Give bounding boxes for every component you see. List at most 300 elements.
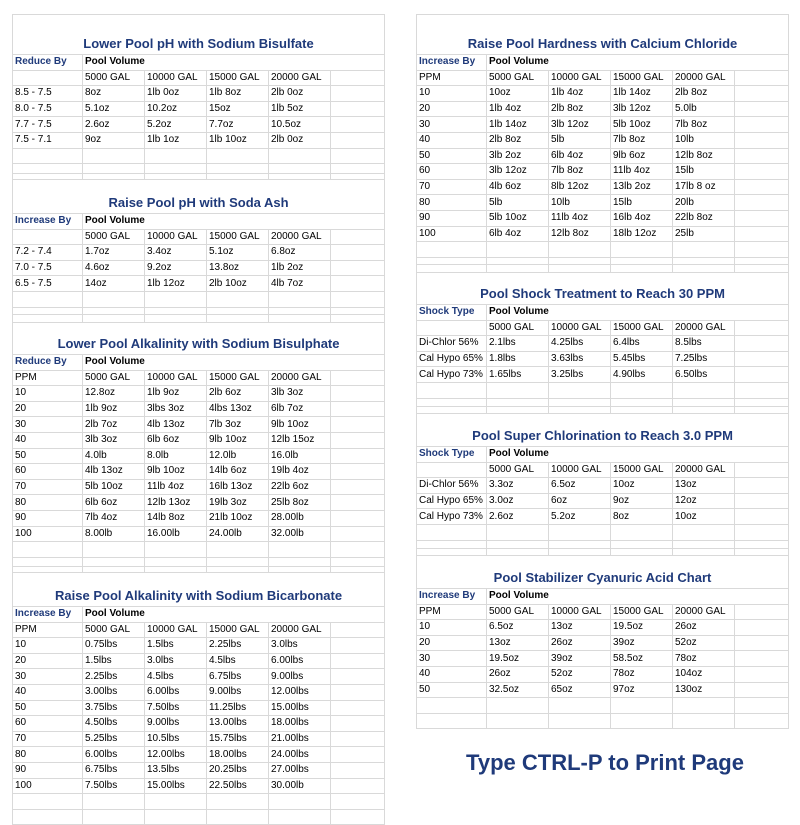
column-header: 20000 GAL	[673, 462, 735, 478]
table-cell: 1lb 1oz	[145, 132, 207, 148]
table-cell: 2lb 10oz	[207, 276, 269, 292]
empty-cell	[331, 117, 385, 133]
empty-cell	[735, 367, 789, 383]
table-cell: 2.25lbs	[83, 669, 145, 685]
table-row	[417, 620, 789, 636]
column-header: 15000 GAL	[207, 229, 269, 245]
table-row	[13, 448, 385, 464]
table-row	[13, 260, 385, 276]
table-cell: 14lb 8oz	[145, 510, 207, 526]
table-cell: 10lb	[673, 132, 735, 148]
table-row	[417, 226, 789, 242]
column-header: 15000 GAL	[207, 370, 269, 386]
empty-row	[13, 794, 385, 810]
table-title: Raise Pool Alkalinity with Sodium Bicarbonate	[13, 567, 385, 607]
table-title: Lower Pool Alkalinity with Sodium Bisulphate	[13, 315, 385, 355]
row-key: Cal Hypo 65%	[417, 493, 487, 509]
table-lower-ph	[12, 14, 385, 180]
empty-cell	[549, 524, 611, 540]
table-cell: 6.5oz	[549, 478, 611, 494]
table-cell: 7lb 3oz	[207, 417, 269, 433]
empty-cell	[735, 478, 789, 494]
table-cell: 11lb 4oz	[549, 210, 611, 226]
table-cell: 6.00lbs	[269, 653, 331, 669]
table-cell: 2.25lbs	[207, 638, 269, 654]
table-cell: 3lb 3oz	[83, 432, 145, 448]
empty-cell	[611, 242, 673, 258]
column-header: 5000 GAL	[487, 320, 549, 336]
table-cell: 15lb	[611, 195, 673, 211]
row-key: 40	[13, 432, 83, 448]
table-row	[13, 731, 385, 747]
empty-cell	[207, 148, 269, 164]
empty-cell	[735, 698, 789, 714]
table-cell: 97oz	[611, 682, 673, 698]
empty-cell	[145, 794, 207, 810]
table-cell: 1lb 8oz	[207, 86, 269, 102]
empty-row	[13, 542, 385, 558]
empty-cell	[735, 210, 789, 226]
table-cell: 10oz	[487, 86, 549, 102]
empty-cell	[331, 700, 385, 716]
table-raise-ph	[12, 173, 385, 323]
table-cell: 11lb 4oz	[611, 164, 673, 180]
empty-cell	[735, 635, 789, 651]
table-cell: 9lb 10oz	[207, 432, 269, 448]
empty-cell	[331, 86, 385, 102]
table-row	[13, 479, 385, 495]
table-cell: 4.25lbs	[549, 336, 611, 352]
empty-cell	[735, 179, 789, 195]
empty-cell	[487, 698, 549, 714]
table-cell: 12lb 8oz	[549, 226, 611, 242]
row-label-header: Increase By	[13, 214, 83, 230]
title-row	[417, 15, 789, 55]
title-row	[417, 549, 789, 589]
table-row	[417, 666, 789, 682]
table-row	[13, 747, 385, 763]
table-cell: 21lb 10oz	[207, 510, 269, 526]
empty-cell	[331, 669, 385, 685]
empty-cell	[735, 148, 789, 164]
table-cell: 5.1oz	[207, 245, 269, 261]
empty-cell	[83, 794, 145, 810]
table-row	[13, 495, 385, 511]
title-row	[13, 174, 385, 214]
empty-cell	[735, 351, 789, 367]
unit-label: PPM	[417, 604, 487, 620]
row-label-header: Reduce By	[13, 55, 83, 71]
table-cell: 25lb	[673, 226, 735, 242]
row-key: 30	[13, 417, 83, 433]
table-cell: 10.5lbs	[145, 731, 207, 747]
table-cell: 4.5lbs	[207, 653, 269, 669]
empty-cell	[331, 762, 385, 778]
table-row	[13, 132, 385, 148]
table-cell: 1.65lbs	[487, 367, 549, 383]
title-row	[13, 315, 385, 355]
table-cell: 9.2oz	[145, 260, 207, 276]
empty-cell	[487, 382, 549, 398]
table-cell: 22.50lbs	[207, 778, 269, 794]
empty-cell	[331, 510, 385, 526]
column-header: 10000 GAL	[549, 462, 611, 478]
empty-cell	[735, 86, 789, 102]
table-cell: 6lb 4oz	[487, 226, 549, 242]
table-cell: 1lb 5oz	[269, 101, 331, 117]
column-header: 20000 GAL	[269, 70, 331, 86]
empty-cell	[331, 731, 385, 747]
table-row	[417, 132, 789, 148]
title-row	[13, 567, 385, 607]
table-cell: 4.5lbs	[145, 669, 207, 685]
empty-cell	[331, 747, 385, 763]
row-label-header: Increase By	[13, 607, 83, 623]
column-header-row	[417, 320, 789, 336]
table-cell: 6lb 4oz	[549, 148, 611, 164]
table-cell: 9lb 10oz	[145, 464, 207, 480]
table-row	[417, 195, 789, 211]
table-cell: 5.2oz	[145, 117, 207, 133]
column-header: 10000 GAL	[145, 229, 207, 245]
table-cell: 10lb	[549, 195, 611, 211]
table-cell: 16.0lb	[269, 448, 331, 464]
empty-cell	[549, 242, 611, 258]
table-cell: 26oz	[549, 635, 611, 651]
table-cell: 1.8lbs	[487, 351, 549, 367]
empty-cell	[735, 509, 789, 525]
table-cell: 4.50lbs	[83, 716, 145, 732]
column-header: 5000 GAL	[487, 604, 549, 620]
empty-row	[417, 242, 789, 258]
table-cell: 4lbs 13oz	[207, 401, 269, 417]
row-key: 70	[417, 179, 487, 195]
table-row	[417, 86, 789, 102]
column-header-row	[13, 229, 385, 245]
table-cell: 17lb 8 oz	[673, 179, 735, 195]
print-instruction: Type CTRL-P to Print Page	[466, 750, 744, 775]
table-cell: 13.00lbs	[207, 716, 269, 732]
empty-cell	[735, 604, 789, 620]
table-row	[13, 117, 385, 133]
table-cell: 20lb	[673, 195, 735, 211]
table-row	[13, 762, 385, 778]
table-row	[13, 245, 385, 261]
empty-cell	[269, 809, 331, 825]
column-header-row	[13, 70, 385, 86]
row-key: Di-Chlor 56%	[417, 478, 487, 494]
table-lower-alk	[12, 314, 385, 573]
row-key: Di-Chlor 56%	[417, 336, 487, 352]
row-key: 30	[417, 117, 487, 133]
column-header: 10000 GAL	[549, 70, 611, 86]
column-header: 15000 GAL	[611, 70, 673, 86]
table-cell: 21.00lbs	[269, 731, 331, 747]
table-cell: 15oz	[207, 101, 269, 117]
empty-cell	[13, 794, 83, 810]
table-cell: 2lb 8oz	[673, 86, 735, 102]
empty-cell	[331, 794, 385, 810]
row-key: 40	[417, 132, 487, 148]
table-row	[13, 653, 385, 669]
header-row	[13, 214, 385, 230]
table-cell: 12.0lb	[207, 448, 269, 464]
table-cell: 8oz	[611, 509, 673, 525]
table-cell: 6lb 6oz	[83, 495, 145, 511]
pool-volume-header: Pool Volume	[83, 607, 385, 623]
empty-cell	[145, 542, 207, 558]
empty-cell	[269, 291, 331, 307]
row-key: 70	[13, 479, 83, 495]
table-shock	[416, 264, 789, 414]
table-cell: 4lb 7oz	[269, 276, 331, 292]
pool-volume-header: Pool Volume	[83, 55, 385, 71]
empty-cell	[735, 382, 789, 398]
table-cell: 4lb 13oz	[145, 417, 207, 433]
table-cell: 9.00lbs	[207, 684, 269, 700]
column-header-row	[417, 70, 789, 86]
empty-cell	[417, 698, 487, 714]
table-cell: 3lb 3oz	[269, 386, 331, 402]
empty-cell	[611, 382, 673, 398]
table-cell: 2lb 8oz	[549, 101, 611, 117]
unit-label: PPM	[13, 622, 83, 638]
column-header: 5000 GAL	[487, 462, 549, 478]
table-cell: 7.50lbs	[145, 700, 207, 716]
table-row	[417, 478, 789, 494]
empty-row	[417, 382, 789, 398]
table-cell: 12lb 8oz	[673, 148, 735, 164]
column-header-row	[417, 462, 789, 478]
table-cell: 4lb 13oz	[83, 464, 145, 480]
empty-cell	[207, 291, 269, 307]
empty-cell	[83, 809, 145, 825]
table-title: Pool Stabilizer Cyanuric Acid Chart	[417, 549, 789, 589]
table-row	[13, 510, 385, 526]
empty-cell	[331, 479, 385, 495]
empty-cell	[331, 386, 385, 402]
table-cell: 22lb 8oz	[673, 210, 735, 226]
table-cell: 28.00lb	[269, 510, 331, 526]
table-row	[13, 778, 385, 794]
empty-cell	[331, 291, 385, 307]
table-cell: 19lb 4oz	[269, 464, 331, 480]
table-cell: 6lb 7oz	[269, 401, 331, 417]
table-cell: 6.4lbs	[611, 336, 673, 352]
table-row	[13, 526, 385, 542]
table-cell: 32.5oz	[487, 682, 549, 698]
empty-cell	[735, 651, 789, 667]
row-key: Cal Hypo 73%	[417, 509, 487, 525]
row-key: 7.2 - 7.4	[13, 245, 83, 261]
table-cell: 8oz	[83, 86, 145, 102]
table-row	[417, 210, 789, 226]
empty-cell	[331, 778, 385, 794]
empty-cell	[331, 132, 385, 148]
empty-cell	[735, 620, 789, 636]
empty-cell	[269, 794, 331, 810]
table-row	[13, 464, 385, 480]
table-cell: 3.0oz	[487, 493, 549, 509]
table-cell: 8.00lb	[83, 526, 145, 542]
header-row	[417, 305, 789, 321]
empty-row	[13, 809, 385, 825]
table-cell: 7.25lbs	[673, 351, 735, 367]
table-cell: 26oz	[487, 666, 549, 682]
column-header: 20000 GAL	[269, 370, 331, 386]
table-cell: 9lb 10oz	[269, 417, 331, 433]
table-cell: 13oz	[487, 635, 549, 651]
empty-cell	[487, 524, 549, 540]
table-cell: 3lb 2oz	[487, 148, 549, 164]
unit-label: PPM	[417, 70, 487, 86]
table-row	[13, 401, 385, 417]
table-cell: 16.00lb	[145, 526, 207, 542]
header-row	[417, 589, 789, 605]
empty-cell	[331, 684, 385, 700]
empty-cell	[13, 148, 83, 164]
empty-cell	[735, 117, 789, 133]
table-cell: 13.5lbs	[145, 762, 207, 778]
row-key: 10	[13, 386, 83, 402]
column-header: 10000 GAL	[145, 370, 207, 386]
row-key: 60	[13, 464, 83, 480]
table-row	[13, 716, 385, 732]
title-row	[13, 15, 385, 55]
empty-cell	[331, 464, 385, 480]
table-cell: 2lb 6oz	[207, 386, 269, 402]
empty-cell	[417, 382, 487, 398]
table-cell: 1lb 9oz	[145, 386, 207, 402]
table-cell: 1lb 2oz	[269, 260, 331, 276]
table-cell: 39oz	[549, 651, 611, 667]
table-cell: 10.5oz	[269, 117, 331, 133]
row-key: 8.0 - 7.5	[13, 101, 83, 117]
empty-cell	[735, 70, 789, 86]
row-key: 70	[13, 731, 83, 747]
header-row	[417, 447, 789, 463]
row-key: 100	[13, 526, 83, 542]
table-cell: 24.00lbs	[269, 747, 331, 763]
pool-volume-header: Pool Volume	[487, 447, 789, 463]
table-cell: 3.63lbs	[549, 351, 611, 367]
column-header-row	[13, 622, 385, 638]
pool-volume-header: Pool Volume	[487, 305, 789, 321]
column-header: 5000 GAL	[83, 622, 145, 638]
table-cell: 5.0lb	[673, 101, 735, 117]
empty-cell	[549, 713, 611, 729]
table-cell: 18.00lbs	[207, 747, 269, 763]
table-cell: 8.5lbs	[673, 336, 735, 352]
column-header: 15000 GAL	[611, 462, 673, 478]
table-cell: 18lb 12oz	[611, 226, 673, 242]
empty-cell	[331, 432, 385, 448]
table-cell: 13lb 2oz	[611, 179, 673, 195]
table-cell: 2lb 8oz	[487, 132, 549, 148]
table-raise-alk	[12, 566, 385, 825]
empty-cell	[735, 493, 789, 509]
column-header: 20000 GAL	[673, 70, 735, 86]
empty-cell	[331, 370, 385, 386]
empty-cell	[331, 245, 385, 261]
table-cell: 12oz	[673, 493, 735, 509]
table-cell: 8.0lb	[145, 448, 207, 464]
table-cell: 130oz	[673, 682, 735, 698]
empty-cell	[735, 320, 789, 336]
table-cell: 5lb 10oz	[83, 479, 145, 495]
table-cell: 5.2oz	[549, 509, 611, 525]
empty-cell	[611, 698, 673, 714]
table-cell: 4.0lb	[83, 448, 145, 464]
table-row	[417, 148, 789, 164]
table-cell: 52oz	[549, 666, 611, 682]
row-key: 100	[13, 778, 83, 794]
table-title: Raise Pool pH with Soda Ash	[13, 174, 385, 214]
table-cell: 5lb	[549, 132, 611, 148]
empty-cell	[207, 542, 269, 558]
empty-cell	[735, 524, 789, 540]
table-row	[417, 101, 789, 117]
empty-cell	[331, 638, 385, 654]
row-key: 40	[13, 684, 83, 700]
table-cell: 2lb 0oz	[269, 132, 331, 148]
title-row	[417, 265, 789, 305]
table-cell: 12.8oz	[83, 386, 145, 402]
table-row	[417, 179, 789, 195]
table-cell: 8lb 12oz	[549, 179, 611, 195]
table-cell: 58.5oz	[611, 651, 673, 667]
table-cell: 39oz	[611, 635, 673, 651]
empty-cell	[673, 524, 735, 540]
column-header: 20000 GAL	[673, 604, 735, 620]
table-cell: 12.00lbs	[145, 747, 207, 763]
table-row	[13, 432, 385, 448]
empty-cell	[735, 666, 789, 682]
table-cell: 13.8oz	[207, 260, 269, 276]
table-cell: 5.1oz	[83, 101, 145, 117]
empty-cell	[735, 336, 789, 352]
table-cell: 5lb 10oz	[487, 210, 549, 226]
table-cell: 16lb 4oz	[611, 210, 673, 226]
row-key: 90	[13, 510, 83, 526]
table-title: Pool Shock Treatment to Reach 30 PPM	[417, 265, 789, 305]
table-cell: 1lb 14oz	[487, 117, 549, 133]
empty-cell	[331, 526, 385, 542]
empty-row	[417, 713, 789, 729]
table-cell: 25lb 8oz	[269, 495, 331, 511]
column-header: 15000 GAL	[611, 320, 673, 336]
empty-cell	[145, 809, 207, 825]
table-row	[13, 386, 385, 402]
empty-cell	[83, 291, 145, 307]
empty-cell	[417, 524, 487, 540]
row-key: 20	[417, 635, 487, 651]
table-cell: 16lb 13oz	[207, 479, 269, 495]
empty-cell	[331, 401, 385, 417]
column-header: 5000 GAL	[83, 70, 145, 86]
column-header: 10000 GAL	[145, 622, 207, 638]
empty-cell	[331, 809, 385, 825]
empty-cell	[735, 132, 789, 148]
header-row	[13, 607, 385, 623]
table-cell: 7.7oz	[207, 117, 269, 133]
table-cell: 12lb 13oz	[145, 495, 207, 511]
empty-cell	[735, 713, 789, 729]
table-cell: 1.5lbs	[83, 653, 145, 669]
row-key: 7.5 - 7.1	[13, 132, 83, 148]
empty-cell	[331, 260, 385, 276]
table-cell: 7.50lbs	[83, 778, 145, 794]
